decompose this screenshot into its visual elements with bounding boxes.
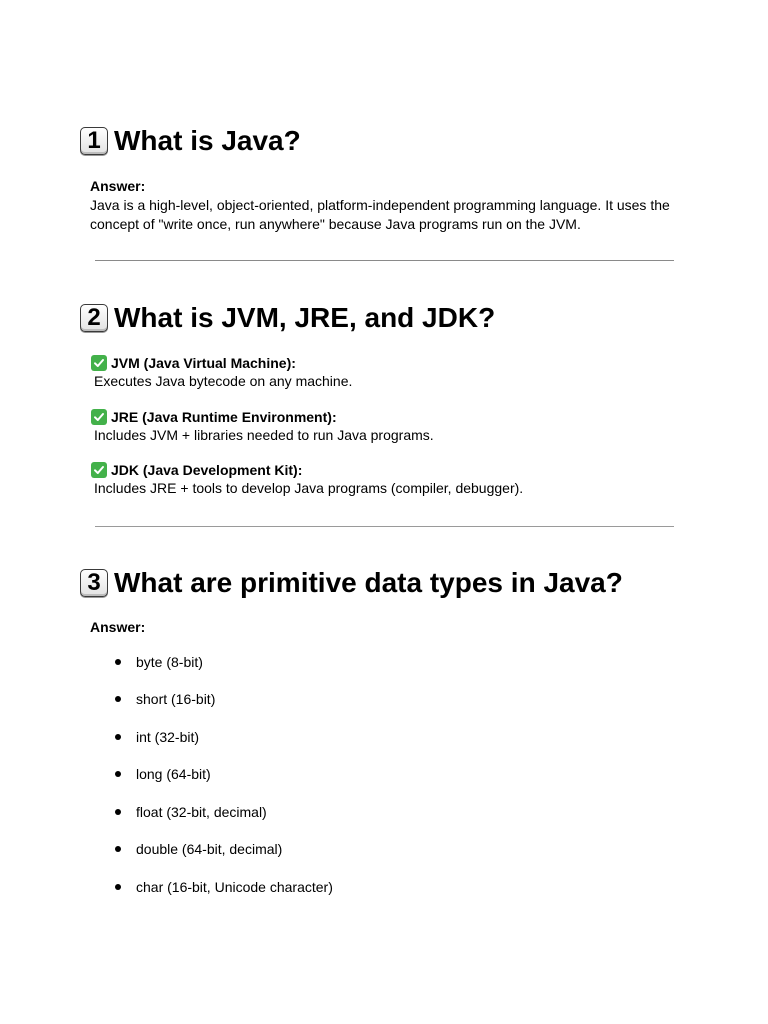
question-3-heading	[80, 565, 623, 601]
question-1-answer-label: Answer:	[90, 178, 146, 194]
jre-term-label: JRE (Java Runtime Environment):	[111, 409, 337, 425]
list-item	[114, 877, 333, 896]
list-item-text: short (16-bit)	[136, 691, 216, 707]
check-mark-icon	[91, 355, 107, 371]
bullet-icon	[115, 884, 121, 890]
list-item	[114, 840, 333, 859]
jdk-term	[91, 461, 302, 479]
question-1-answer-line-1: Java is a high-level, object-oriented, platform-independent programming language. It uses the	[90, 197, 670, 213]
jvm-term-label: JVM (Java Virtual Machine):	[111, 355, 296, 371]
list-item-text: char (16-bit, Unicode character)	[136, 878, 333, 895]
primitive-types-list	[114, 652, 333, 915]
bullet-icon	[115, 734, 121, 740]
question-1-answer-line-2: concept of "write once, run anywhere" because Java programs run on the JVM.	[90, 216, 581, 232]
list-item-text: float (32-bit, decimal)	[136, 803, 267, 820]
bullet-icon	[115, 771, 121, 777]
jdk-term-label: JDK (Java Development Kit):	[111, 462, 303, 478]
jre-term	[91, 408, 337, 426]
question-3-answer-label: Answer:	[90, 619, 146, 635]
section-divider	[95, 260, 674, 261]
bullet-icon	[115, 846, 121, 852]
question-2-title: What is JVM, JRE, and JDK?	[114, 302, 496, 333]
list-item-text: long (64-bit)	[136, 766, 211, 782]
question-3-title: What are primitive data types in Java?	[114, 567, 623, 598]
question-1-heading	[80, 123, 301, 159]
list-item	[114, 727, 333, 746]
list-item-text: int (32-bit)	[136, 728, 200, 745]
list-item-text: double (64-bit, decimal)	[136, 841, 283, 857]
keycap-number-2-icon: 2	[80, 304, 108, 332]
bullet-icon	[115, 696, 121, 702]
check-mark-icon	[91, 409, 107, 425]
jvm-description: Executes Java bytecode on any machine.	[94, 373, 353, 389]
question-2-heading	[80, 300, 495, 336]
jvm-term	[91, 354, 296, 372]
question-1-title: What is Java?	[114, 125, 301, 156]
jdk-description: Includes JRE + tools to develop Java programs (compiler, debugger).	[94, 480, 524, 496]
list-item	[114, 802, 333, 821]
keycap-number-3-icon: 3	[80, 569, 108, 597]
list-item-text: byte (8-bit)	[136, 653, 203, 670]
bullet-icon	[115, 809, 121, 815]
jre-description: Includes JVM + libraries needed to run Java programs.	[94, 427, 434, 443]
list-item	[114, 652, 333, 671]
section-divider	[95, 526, 674, 527]
bullet-icon	[115, 659, 121, 665]
check-mark-icon	[91, 462, 107, 478]
list-item	[114, 765, 333, 784]
keycap-number-1-icon: 1	[80, 127, 108, 155]
list-item	[114, 690, 333, 709]
